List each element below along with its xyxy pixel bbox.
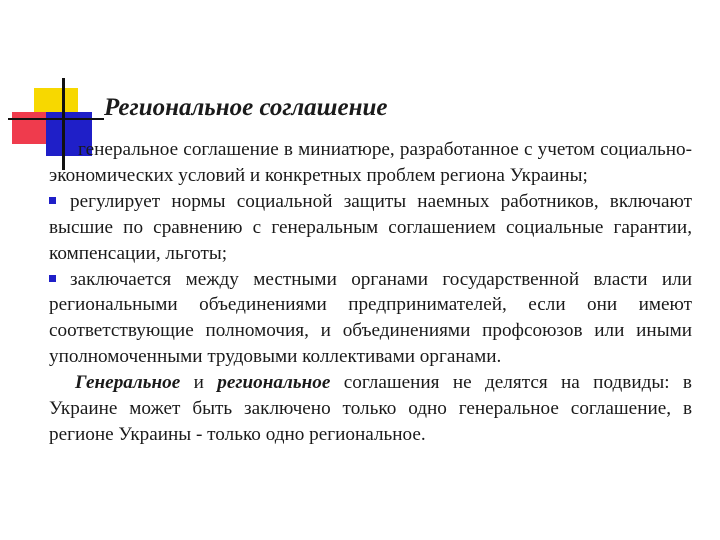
decor-horizontal-line [8, 118, 104, 120]
bullet-item-3 [49, 267, 692, 371]
bullet-item-2 [49, 189, 692, 267]
slide-title: Региональное соглашение [104, 94, 388, 121]
square-bullet-icon [49, 275, 56, 282]
closing-conjunction: и [180, 372, 218, 394]
closing-paragraph [49, 370, 692, 448]
square-bullet-icon [49, 197, 56, 204]
bullet-item-1 [49, 137, 692, 189]
emphasis-term-general: Генеральное [75, 372, 181, 394]
slide-body [49, 137, 692, 448]
emphasis-term-regional: региональное [217, 372, 331, 394]
bullet-text: генеральное соглашение в миниатюре, разработанное с учетом социально-экономических условий и конкретных проблем региона Украины; [49, 139, 692, 186]
bullet-text: регулирует нормы социальной защиты наемных работников, включают высшие по сравнению с генеральным соглашением социальные гарантии, компенсации, льготы; [49, 190, 692, 264]
closing-text: соглашения не делятся на подвиды: в Украине может быть заключено только одно генеральное соглашение, в регионе Украины - только одно региональное. [49, 372, 692, 445]
bullet-text: заключается между местными органами государственной власти или региональными объединениями предпринимателей, если они имеют соответствующие полномочия, и объединениями профсоюзов или иными уполномоченными трудовыми коллективами органами. [49, 268, 692, 368]
